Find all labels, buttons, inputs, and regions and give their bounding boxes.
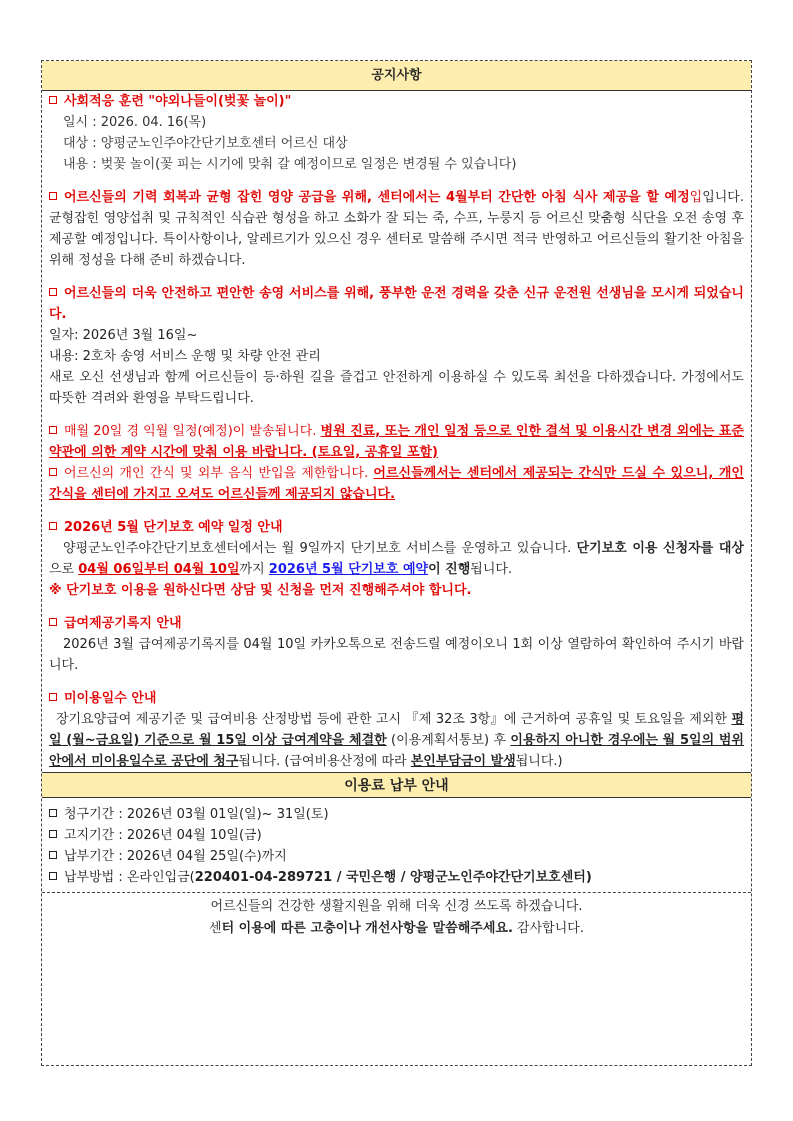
fee-item: 고지기간 : 2026년 04월 10일(금) (49, 825, 744, 846)
checkbox-icon (49, 96, 57, 104)
section-schedule: 매월 20일 경 익월 일정(예정)이 발송됩니다. 병원 진료, 또는 개인 일정 등으로 인한 결석 및 이용시간 변경 외에는 표준약관에 의한 계약 시간에 맞춰 이용 바랍니다. (토요일, 공휴일 포함) (49, 424, 744, 460)
driver-date: 일자: 2026년 3월 16일~ (49, 328, 198, 343)
section-snack: 어르신의 개인 간식 및 외부 음식 반입을 제한합니다. 어르신들께서는 센터에서 제공되는 간식만 드실 수 있으니, 개인 간식을 센터에 가지고 오셔도 어르신들께 제공되지 않습니다. (49, 466, 744, 502)
section-driver-title: 어르신들의 더욱 안전하고 편안한 송영 서비스를 위해, 풍부한 운전 경력을 갖춘 신규 운전원 선생님을 모시게 되었습니다. (49, 286, 744, 322)
record-body: 2026년 3월 급여제공기록지를 04월 10일 카카오톡으로 전송드릴 예정이오니 1회 이상 열람하여 확인하여 주시기 바랍니다. (49, 637, 744, 673)
checkbox-icon (49, 693, 57, 701)
checkbox-icon (49, 809, 57, 817)
notice-header: 공지사항 (42, 61, 751, 91)
outing-content: 내용 : 벚꽃 놀이(꽃 피는 시기에 맞춰 갈 예정이므로 일정은 변경될 수 있습니다) (63, 157, 517, 172)
checkbox-icon (49, 851, 57, 859)
checkbox-icon (49, 830, 57, 838)
checkbox-icon (49, 522, 57, 530)
checkbox-icon (49, 426, 57, 434)
section-record-title: 급여제공기록지 안내 (49, 613, 744, 634)
breakfast-tail: 입 (689, 190, 703, 205)
shortstay-body: 양평군노인주야간단기보호센터에서는 월 9일까지 단기보호 서비스를 운영하고 있습니다. 단기보호 이용 신청자를 대상으로 04월 06일부터 04월 10일까지 2026년 5월 단기보호 예약이 진행됩니다. (49, 541, 744, 577)
section-outing-title: 사회적응 훈련 "야외나들이(벚꽃 놀이)" (49, 91, 744, 112)
checkbox-icon (49, 288, 57, 296)
footer (42, 893, 751, 940)
section-breakfast: 어르신들의 기력 회복과 균형 잡힌 영양 공급을 위해, 센터에서는 4월부터 간단한 아침 식사 제공을 할 예정입입니다. 균형잡힌 영양섭취 및 규칙적인 식습관 형성을 하고 소화가 잘 되는 죽, 수프, 누룽지 등 어르신 맞춤형 식단을 오전 송영 후 제공할 예정입니다. 특이사항이나, 알레르기가 있으신 경우 센터로 말씀해 주시면 적극 반영하고 어르신들의 활기찬 아침을 위해 정성을 다해 준비 하겠습니다. (49, 190, 744, 268)
checkbox-icon (49, 468, 57, 476)
fee-header: 이용료 납부 안내 (42, 772, 751, 798)
section-unused-title: 미이용일수 안내 (49, 688, 744, 709)
checkbox-icon (49, 872, 57, 880)
driver-body: 새로 오신 선생님과 함께 어르신들이 등·하원 길을 즐겁고 안전하게 이용하실 수 있도록 최선을 다하겠습니다. 가정에서도 따뜻한 격려와 환영을 부탁드립니다. (49, 370, 744, 406)
outing-date: 일시 : 2026. 04. 16(목) (63, 115, 207, 130)
breakfast-rest: 입니다. 균형잡힌 영양섭취 및 규칙적인 식습관 형성을 하고 소화가 잘 되는 죽, 수프, 누룽지 등 어르신 맞춤형 식단을 오전 송영 후 제공할 예정입니다. 특이사항이나, 알레르기가 있으신 경우 센터로 말씀해 주시면 적극 반영하고 어르신들의 활기찬 아침을 위해 정성을 다해 준비 하겠습니다. (49, 190, 744, 268)
fee-item: 납부방법 : 온라인입금(220401-04-289721 / 국민은행 / 양평군노인주야간단기보호센터) (49, 867, 744, 888)
notice-document (41, 60, 752, 1066)
checkbox-icon (49, 192, 57, 200)
outing-target: 대상 : 양평군노인주야간단기보호센터 어르신 대상 (63, 136, 348, 151)
footer-line2: 센터 이용에 따른 고충이나 개선사항을 말씀해주세요. 감사합니다. (209, 921, 584, 936)
checkbox-icon (49, 618, 57, 626)
driver-content: 내용: 2호차 송영 서비스 운행 및 차량 안전 관리 (49, 349, 321, 364)
notice-body (42, 91, 751, 772)
shortstay-note: ※ 단기보호 이용을 원하신다면 상담 및 신청을 먼저 진행해주셔야 합니다. (49, 583, 472, 598)
section-shortstay-title: 2026년 5월 단기보호 예약 일정 안내 (49, 517, 744, 538)
footer-line1: 어르신들의 건강한 생활지원을 위해 더욱 신경 쓰도록 하겠습니다. (210, 899, 583, 914)
unused-body: 장기요양급여 제공기준 및 급여비용 산정방법 등에 관한 고시 『제 32조 3항』에 근거하여 공휴일 및 토요일을 제외한 평일 (월~금요일) 기준으로 월 15일 이상 급여계약을 체결한 (이용계획서통보) 후 이용하지 아니한 경우에는 월 5일의 범위 안에서 미이용일수로 공단에 청구됩니다. (급여비용산정에 따라 본인부담금이 발생됩니다.) (49, 712, 744, 769)
fee-list (42, 798, 751, 893)
fee-item: 납부기간 : 2026년 04월 25일(수)까지 (49, 846, 744, 867)
fee-item: 청구기간 : 2026년 03월 01일(일)~ 31일(토) (49, 804, 744, 825)
